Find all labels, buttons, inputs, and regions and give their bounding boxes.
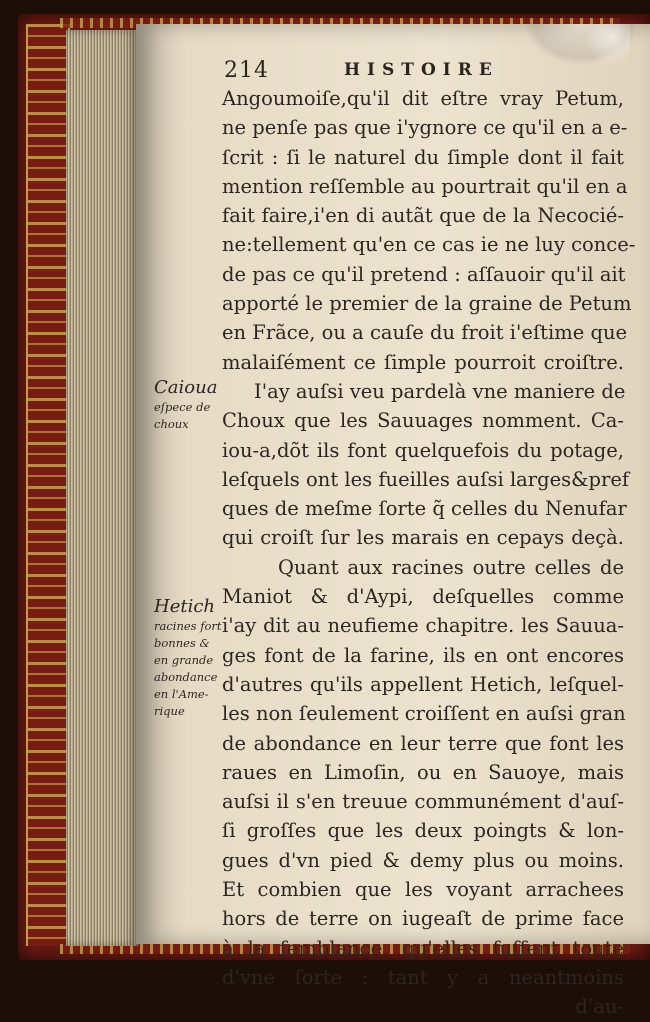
text-line: leſquels ont les fueilles auſsi larges&pref [222,467,630,491]
body-text [222,84,636,1022]
text-line: Quant aux racines outre celles de [278,555,624,579]
text-line: ques de meſme ſorte q̃ celles du Nenufar [222,497,627,521]
margin-note-heading: Hetich [154,596,216,617]
text-line: Choux que les Sauuages nomment. Ca- [222,409,624,433]
page-edges [66,30,138,946]
margin-note-line: abondance [154,670,218,684]
margin-note-line: bonnes & [154,636,210,650]
text-line: ne:tellement qu'en ce cas ie ne luy conce- [222,233,636,257]
margin-note-line: rique [154,704,185,718]
text-line: Et combien que les voyant arrachees [222,878,624,902]
text-line: d'vne ſorte : tant y a neantmoins [222,965,624,989]
text-line: iou-a,dõt ils font quelquefois du potage, [222,438,624,462]
margin-note-line: racines fort [154,619,222,633]
text-line: à la ſemblance, qu'elles fuſſent toute [222,936,624,960]
margin-note-heading: Caiouа [154,377,218,398]
text-line: apporté le premier de la graine de Petum [222,292,632,316]
running-head: HISTOIRE [344,60,499,80]
text-line: les non ſeulement croiſſent en auſsi gran [222,702,626,726]
text-line: qui croiſt ſur les marais en cepays deçà. [222,526,624,550]
page-header [220,58,600,86]
text-line: raues en Limoſin, ou en Sauoye, mais [222,760,624,784]
text-line: ſi groſſes que les deux poingts & lon- [222,819,624,843]
gilt-tooled-spine-border [26,24,70,946]
page-number: 214 [224,58,269,83]
margin-note-line: en l'Ame- [154,687,209,701]
catchword: d'au- [575,995,624,1019]
text-line: en Frãce, ou a cauſe du froit i'eſtime que [222,321,628,345]
text-line: hors de terre on iugeaſt de prime face [222,907,624,931]
text-line: ſcrit : ſi le naturel du ſimple dont il fait [222,145,624,169]
text-line: de pas ce qu'il pretend : aſſauoir qu'il ait [222,262,626,286]
text-line: fait faire,i'en di autãt que de la Necocié- [222,204,624,228]
margin-note-line: eſpece de [154,400,211,414]
text-line: Maniot & d'Aypi, deſquelles comme [222,585,624,609]
text-line: Angoumoiſe,qu'il dit eſtre vray Petum, [222,87,624,110]
text-line: malaiſément ce ſimple pourroit croiſtre. [222,350,624,374]
margin-note-line: choux [154,417,189,431]
text-line: ne penſe pas que i'ygnore ce qu'il en a e- [222,116,628,140]
text-line: ges font de la farine, ils en ont encores [222,643,624,667]
text-line: i'ay dit au neufieme chapitre. les Sauua- [222,614,624,638]
text-line: d'autres qu'ils appellent Hetich, leſquel- [222,672,624,696]
text-line: gues d'vn pied & demy plus ou moins. [222,848,624,872]
text-line: de abondance en leur terre que font les [222,731,624,755]
margin-note-hetich [154,596,228,720]
text-line: I'ay auſsi veu pardelà vne maniere de [254,379,626,403]
margin-note-caioua [154,377,228,433]
margin-note-line: en grande [154,653,214,667]
text-line: mention reſſemble au pourtrait qu'il en a [222,174,628,198]
text-line: auſsi il s'en treuue communément d'auſ- [222,790,624,814]
